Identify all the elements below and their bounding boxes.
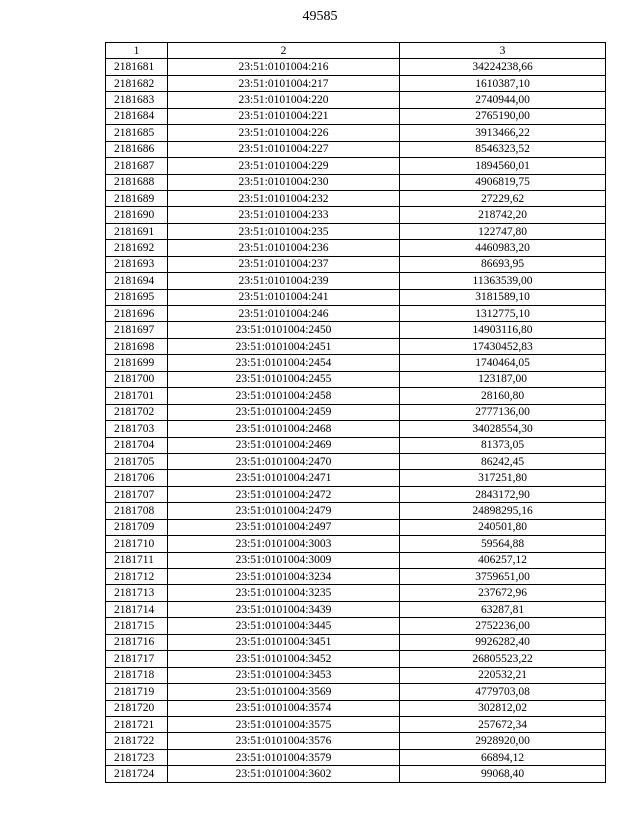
cadastral-value-cell: 27229,62	[400, 190, 606, 206]
cadastral-number-cell: 23:51:0101004:2497	[168, 519, 400, 535]
cadastral-number-cell: 23:51:0101004:2479	[168, 503, 400, 519]
cadastral-number-cell: 23:51:0101004:3009	[168, 552, 400, 568]
row-number-cell: 2181718	[106, 667, 168, 683]
cadastral-value-cell: 1740464,05	[400, 355, 606, 371]
cadastral-number-cell: 23:51:0101004:2470	[168, 453, 400, 469]
cadastral-value-cell: 2777136,00	[400, 404, 606, 420]
cadastral-number-cell: 23:51:0101004:3003	[168, 536, 400, 552]
table-body	[106, 59, 606, 782]
table-row	[106, 371, 606, 387]
cadastral-number-cell: 23:51:0101004:3574	[168, 700, 400, 716]
cadastral-number-cell: 23:51:0101004:227	[168, 141, 400, 157]
row-number-cell: 2181702	[106, 404, 168, 420]
cadastral-value-cell: 1312775,10	[400, 306, 606, 322]
cadastral-value-cell: 317251,80	[400, 470, 606, 486]
row-number-cell: 2181716	[106, 634, 168, 650]
row-number-cell: 2181694	[106, 273, 168, 289]
table-row	[106, 256, 606, 272]
row-number-cell: 2181708	[106, 503, 168, 519]
row-number-cell: 2181709	[106, 519, 168, 535]
table-row	[106, 749, 606, 765]
cadastral-value-cell: 2752236,00	[400, 618, 606, 634]
cadastral-number-cell: 23:51:0101004:2450	[168, 322, 400, 338]
column-header-3: 3	[400, 43, 606, 59]
table-row	[106, 519, 606, 535]
row-number-cell: 2181721	[106, 716, 168, 732]
row-number-cell: 2181684	[106, 108, 168, 124]
table-row	[106, 486, 606, 502]
table-row	[106, 174, 606, 190]
table-row	[106, 536, 606, 552]
row-number-cell: 2181699	[106, 355, 168, 371]
table-row	[106, 601, 606, 617]
row-number-cell: 2181703	[106, 421, 168, 437]
cadastral-number-cell: 23:51:0101004:2454	[168, 355, 400, 371]
table-row	[106, 766, 606, 782]
table-row	[106, 388, 606, 404]
row-number-cell: 2181700	[106, 371, 168, 387]
table-row	[106, 618, 606, 634]
row-number-cell: 2181685	[106, 125, 168, 141]
cadastral-number-cell: 23:51:0101004:2455	[168, 371, 400, 387]
cadastral-value-cell: 11363539,00	[400, 273, 606, 289]
cadastral-value-cell: 34028554,30	[400, 421, 606, 437]
cadastral-number-cell: 23:51:0101004:3451	[168, 634, 400, 650]
cadastral-value-cell: 2928920,00	[400, 733, 606, 749]
cadastral-value-cell: 8546323,52	[400, 141, 606, 157]
column-header-1: 1	[106, 43, 168, 59]
row-number-cell: 2181711	[106, 552, 168, 568]
row-number-cell: 2181724	[106, 766, 168, 782]
cadastral-number-cell: 23:51:0101004:3569	[168, 684, 400, 700]
cadastral-number-cell: 23:51:0101004:3575	[168, 716, 400, 732]
cadastral-value-cell: 220532,21	[400, 667, 606, 683]
cadastral-value-cell: 123187,00	[400, 371, 606, 387]
cadastral-number-cell: 23:51:0101004:220	[168, 92, 400, 108]
table-row	[106, 141, 606, 157]
cadastral-value-cell: 122747,80	[400, 223, 606, 239]
table-row	[106, 273, 606, 289]
table-row	[106, 306, 606, 322]
row-number-cell: 2181681	[106, 59, 168, 75]
cadastral-number-cell: 23:51:0101004:3576	[168, 733, 400, 749]
row-number-cell: 2181706	[106, 470, 168, 486]
table-row	[106, 651, 606, 667]
row-number-cell: 2181707	[106, 486, 168, 502]
cadastral-value-cell: 2740944,00	[400, 92, 606, 108]
cadastral-number-cell: 23:51:0101004:3453	[168, 667, 400, 683]
table-row	[106, 355, 606, 371]
table-row	[106, 503, 606, 519]
table-row	[106, 470, 606, 486]
cadastral-value-cell: 9926282,40	[400, 634, 606, 650]
table-row	[106, 421, 606, 437]
row-number-cell: 2181722	[106, 733, 168, 749]
table-row	[106, 92, 606, 108]
row-number-cell: 2181720	[106, 700, 168, 716]
row-number-cell: 2181704	[106, 437, 168, 453]
row-number-cell: 2181710	[106, 536, 168, 552]
cadastral-value-cell: 2765190,00	[400, 108, 606, 124]
cadastral-number-cell: 23:51:0101004:237	[168, 256, 400, 272]
cadastral-value-cell: 63287,81	[400, 601, 606, 617]
cadastral-number-cell: 23:51:0101004:2451	[168, 338, 400, 354]
row-number-cell: 2181717	[106, 651, 168, 667]
cadastral-number-cell: 23:51:0101004:3439	[168, 601, 400, 617]
cadastral-number-cell: 23:51:0101004:236	[168, 240, 400, 256]
cadastral-number-cell: 23:51:0101004:3452	[168, 651, 400, 667]
table-row	[106, 716, 606, 732]
cadastral-value-cell: 26805523,22	[400, 651, 606, 667]
table-row	[106, 338, 606, 354]
cadastral-value-cell: 86242,45	[400, 453, 606, 469]
row-number-cell: 2181691	[106, 223, 168, 239]
cadastral-value-cell: 257672,34	[400, 716, 606, 732]
cadastral-value-cell: 2843172,90	[400, 486, 606, 502]
page-number: 49585	[302, 9, 338, 24]
cadastral-number-cell: 23:51:0101004:217	[168, 75, 400, 91]
cadastral-number-cell: 23:51:0101004:3602	[168, 766, 400, 782]
table-row	[106, 700, 606, 716]
table-row	[106, 223, 606, 239]
table-row	[106, 125, 606, 141]
row-number-cell: 2181719	[106, 684, 168, 700]
table-row	[106, 158, 606, 174]
header-row	[106, 43, 606, 59]
row-number-cell: 2181682	[106, 75, 168, 91]
cadastral-number-cell: 23:51:0101004:239	[168, 273, 400, 289]
cadastral-value-cell: 3181589,10	[400, 289, 606, 305]
cadastral-number-cell: 23:51:0101004:3234	[168, 569, 400, 585]
table-row	[106, 59, 606, 75]
table-row	[106, 240, 606, 256]
row-number-cell: 2181713	[106, 585, 168, 601]
cadastral-value-cell: 34224238,66	[400, 59, 606, 75]
cadastral-value-cell: 237672,96	[400, 585, 606, 601]
row-number-cell: 2181712	[106, 569, 168, 585]
row-number-cell: 2181687	[106, 158, 168, 174]
table-row	[106, 733, 606, 749]
table-row	[106, 453, 606, 469]
cadastral-value-cell: 99068,40	[400, 766, 606, 782]
table-row	[106, 404, 606, 420]
cadastral-value-cell: 302812,02	[400, 700, 606, 716]
cadastral-number-cell: 23:51:0101004:232	[168, 190, 400, 206]
table-row	[106, 108, 606, 124]
row-number-cell: 2181715	[106, 618, 168, 634]
cadastral-value-cell: 3913466,22	[400, 125, 606, 141]
table-row	[106, 585, 606, 601]
cadastral-number-cell: 23:51:0101004:2472	[168, 486, 400, 502]
row-number-cell: 2181696	[106, 306, 168, 322]
cadastral-number-cell: 23:51:0101004:229	[168, 158, 400, 174]
row-number-cell: 2181697	[106, 322, 168, 338]
cadastral-number-cell: 23:51:0101004:2458	[168, 388, 400, 404]
table-row	[106, 289, 606, 305]
table-row	[106, 634, 606, 650]
cadastral-number-cell: 23:51:0101004:246	[168, 306, 400, 322]
cadastral-value-cell: 24898295,16	[400, 503, 606, 519]
row-number-cell: 2181692	[106, 240, 168, 256]
table-row	[106, 322, 606, 338]
cadastral-value-cell: 218742,20	[400, 207, 606, 223]
table-row	[106, 552, 606, 568]
cadastral-value-cell: 28160,80	[400, 388, 606, 404]
cadastral-value-cell: 86693,95	[400, 256, 606, 272]
cadastral-value-cell: 4906819,75	[400, 174, 606, 190]
cadastral-number-cell: 23:51:0101004:3235	[168, 585, 400, 601]
row-number-cell: 2181698	[106, 338, 168, 354]
cadastral-number-cell: 23:51:0101004:241	[168, 289, 400, 305]
cadastral-value-cell: 81373,05	[400, 437, 606, 453]
column-header-2: 2	[168, 43, 400, 59]
cadastral-value-cell: 1894560,01	[400, 158, 606, 174]
cadastral-number-cell: 23:51:0101004:226	[168, 125, 400, 141]
cadastral-number-cell: 23:51:0101004:216	[168, 59, 400, 75]
cadastral-number-cell: 23:51:0101004:2471	[168, 470, 400, 486]
row-number-cell: 2181695	[106, 289, 168, 305]
table-row	[106, 684, 606, 700]
cadastral-value-cell: 17430452,83	[400, 338, 606, 354]
cadastral-value-cell: 240501,80	[400, 519, 606, 535]
cadastral-value-cell: 1610387,10	[400, 75, 606, 91]
cadastral-value-cell: 3759651,00	[400, 569, 606, 585]
row-number-cell: 2181688	[106, 174, 168, 190]
cadastral-number-cell: 23:51:0101004:2459	[168, 404, 400, 420]
table-row	[106, 207, 606, 223]
cadastral-value-cell: 4779703,08	[400, 684, 606, 700]
table-row	[106, 667, 606, 683]
cadastral-number-cell: 23:51:0101004:221	[168, 108, 400, 124]
cadastral-number-cell: 23:51:0101004:233	[168, 207, 400, 223]
cadastral-value-cell: 66894,12	[400, 749, 606, 765]
cadastral-value-cell: 14903116,80	[400, 322, 606, 338]
cadastral-number-cell: 23:51:0101004:3445	[168, 618, 400, 634]
cadastral-value-cell: 4460983,20	[400, 240, 606, 256]
cadastral-number-cell: 23:51:0101004:230	[168, 174, 400, 190]
row-number-cell: 2181701	[106, 388, 168, 404]
table-row	[106, 190, 606, 206]
cadastral-number-cell: 23:51:0101004:2469	[168, 437, 400, 453]
row-number-cell: 2181689	[106, 190, 168, 206]
row-number-cell: 2181686	[106, 141, 168, 157]
cadastral-value-table	[105, 42, 606, 783]
table-row	[106, 437, 606, 453]
cadastral-value-cell: 406257,12	[400, 552, 606, 568]
table-row	[106, 75, 606, 91]
cadastral-number-cell: 23:51:0101004:235	[168, 223, 400, 239]
table-row	[106, 569, 606, 585]
row-number-cell: 2181705	[106, 453, 168, 469]
row-number-cell: 2181714	[106, 601, 168, 617]
row-number-cell: 2181723	[106, 749, 168, 765]
cadastral-value-cell: 59564,88	[400, 536, 606, 552]
cadastral-number-cell: 23:51:0101004:2468	[168, 421, 400, 437]
row-number-cell: 2181690	[106, 207, 168, 223]
table-header	[106, 43, 606, 59]
row-number-cell: 2181683	[106, 92, 168, 108]
cadastral-number-cell: 23:51:0101004:3579	[168, 749, 400, 765]
row-number-cell: 2181693	[106, 256, 168, 272]
